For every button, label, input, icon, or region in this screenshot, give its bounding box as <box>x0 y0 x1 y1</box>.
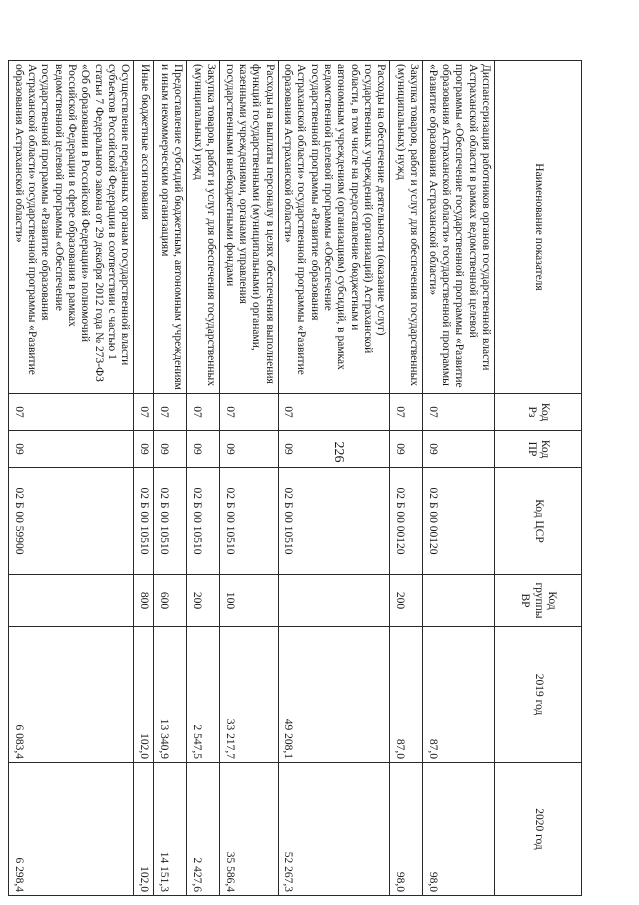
row-vr: 200 <box>390 575 423 627</box>
header-csr: Код ЦСР <box>495 468 582 575</box>
row-pr: 09 <box>278 431 390 468</box>
page-number: 226 <box>331 441 346 463</box>
table-row <box>390 61 423 896</box>
row-pr: 09 <box>390 431 423 468</box>
row-name: Осуществление переданных органам государственной власти субъектов Российской Федерации в соответствии с частью 1 статьи 7 Федерального закона от 29 декабря 2012 года № 273-ФЗ «Об образовании в Российской Федерации» полномочий Российской Федерации в сфере образования в рамках ведомственной целевой программы «Обеспечение государственной программы «Развитие образования Астраханской области» государственной программы «Развитие образования Астраханской области» <box>9 61 134 394</box>
table-row <box>154 61 187 896</box>
header-rz: Код Рз <box>495 394 582 431</box>
row-vr <box>9 575 134 627</box>
row-name: Закупка товаров, работ и услуг для обеспечения государственных (муниципальных) нужд <box>390 61 423 394</box>
row-pr: 09 <box>187 431 220 468</box>
row-2020: 2 427,6 <box>187 763 220 896</box>
row-vr <box>278 575 390 627</box>
row-rz: 07 <box>134 394 154 431</box>
row-2019: 33 217,7 <box>220 627 278 763</box>
header-2020: 2020 год <box>495 763 582 896</box>
row-pr: 09 <box>154 431 187 468</box>
row-vr: 200 <box>187 575 220 627</box>
rotated-table-container <box>12 60 582 895</box>
row-name: Расходы на выплаты персоналу в целях обеспечения выполнения функций государственными (муниципальными) органами, казенными учреждениями, органами управления государственными внебюджетными фондами <box>220 61 278 394</box>
row-2020: 14 151,3 <box>154 763 187 896</box>
row-pr: 09 <box>220 431 278 468</box>
row-vr <box>423 575 495 627</box>
row-2020: 98,0 <box>390 763 423 896</box>
row-name: Предоставление субсидий бюджетным, автономным учреждениям и иным некоммерческим организациям <box>154 61 187 394</box>
table-row <box>220 61 278 896</box>
header-pr: Код ПР <box>495 431 582 468</box>
row-2019: 102,0 <box>134 627 154 763</box>
row-vr: 600 <box>154 575 187 627</box>
table-row <box>9 61 134 896</box>
budget-table <box>8 60 582 896</box>
table-row <box>187 61 220 896</box>
table-header-row <box>495 61 582 896</box>
row-csr: 02 Б 00 10510 <box>187 468 220 575</box>
header-2019: 2019 год <box>495 627 582 763</box>
row-rz: 07 <box>154 394 187 431</box>
row-2019: 6 083,4 <box>9 627 134 763</box>
row-csr: 02 Б 00 10510 <box>154 468 187 575</box>
row-2020: 98,0 <box>423 763 495 896</box>
row-vr: 800 <box>134 575 154 627</box>
row-2019: 49 208,1 <box>278 627 390 763</box>
row-name: Иные бюджетные ассигнования <box>134 61 154 394</box>
row-rz: 07 <box>423 394 495 431</box>
row-rz: 07 <box>9 394 134 431</box>
row-2020: 6 298,4 <box>9 763 134 896</box>
row-2019: 13 340,9 <box>154 627 187 763</box>
row-name: Расходы на обеспечение деятельности (оказание услуг) государственных учреждений (организаций) Астраханской области, в том числе на предоставление бюджетным и автономным учреждениям (организациям) субсидий, в рамках ведомственной целевой программы «Обеспечение государственной программы «Развитие образования Астраханской области» государственной программы «Развитие образования Астраханской области» <box>278 61 390 394</box>
table-row <box>134 61 154 896</box>
row-name: Диспансеризация работников органов государственной власти Астраханской области в рамках ведомственной целевой программы «Обеспечение государственной программы «Развитие образования Астраханской области» государственной программы «Развитие образования Астраханской области» <box>423 61 495 394</box>
row-name: Закупка товаров, работ и услуг для обеспечения государственных (муниципальных) нужд <box>187 61 220 394</box>
row-2020: 102,0 <box>134 763 154 896</box>
row-vr: 100 <box>220 575 278 627</box>
row-pr: 09 <box>423 431 495 468</box>
row-2020: 35 586,4 <box>220 763 278 896</box>
row-2020: 52 267,3 <box>278 763 390 896</box>
row-2019: 87,0 <box>390 627 423 763</box>
row-rz: 07 <box>187 394 220 431</box>
row-2019: 87,0 <box>423 627 495 763</box>
row-csr: 02 Б 00 00120 <box>423 468 495 575</box>
header-name: Наименование показателя <box>495 61 582 394</box>
row-csr: 02 Б 00 00120 <box>390 468 423 575</box>
row-csr: 02 Б 00 10510 <box>220 468 278 575</box>
row-rz: 07 <box>278 394 390 431</box>
header-vr: Код группы ВР <box>495 575 582 627</box>
table-row <box>423 61 495 896</box>
table-row <box>278 61 390 896</box>
row-csr: 02 Б 00 10510 <box>278 468 390 575</box>
row-pr: 09 <box>134 431 154 468</box>
row-csr: 02 Б 00 59900 <box>9 468 134 575</box>
row-csr: 02 Б 00 10510 <box>134 468 154 575</box>
row-rz: 07 <box>390 394 423 431</box>
row-rz: 07 <box>220 394 278 431</box>
row-pr: 09 <box>9 431 134 468</box>
row-2019: 2 547,5 <box>187 627 220 763</box>
